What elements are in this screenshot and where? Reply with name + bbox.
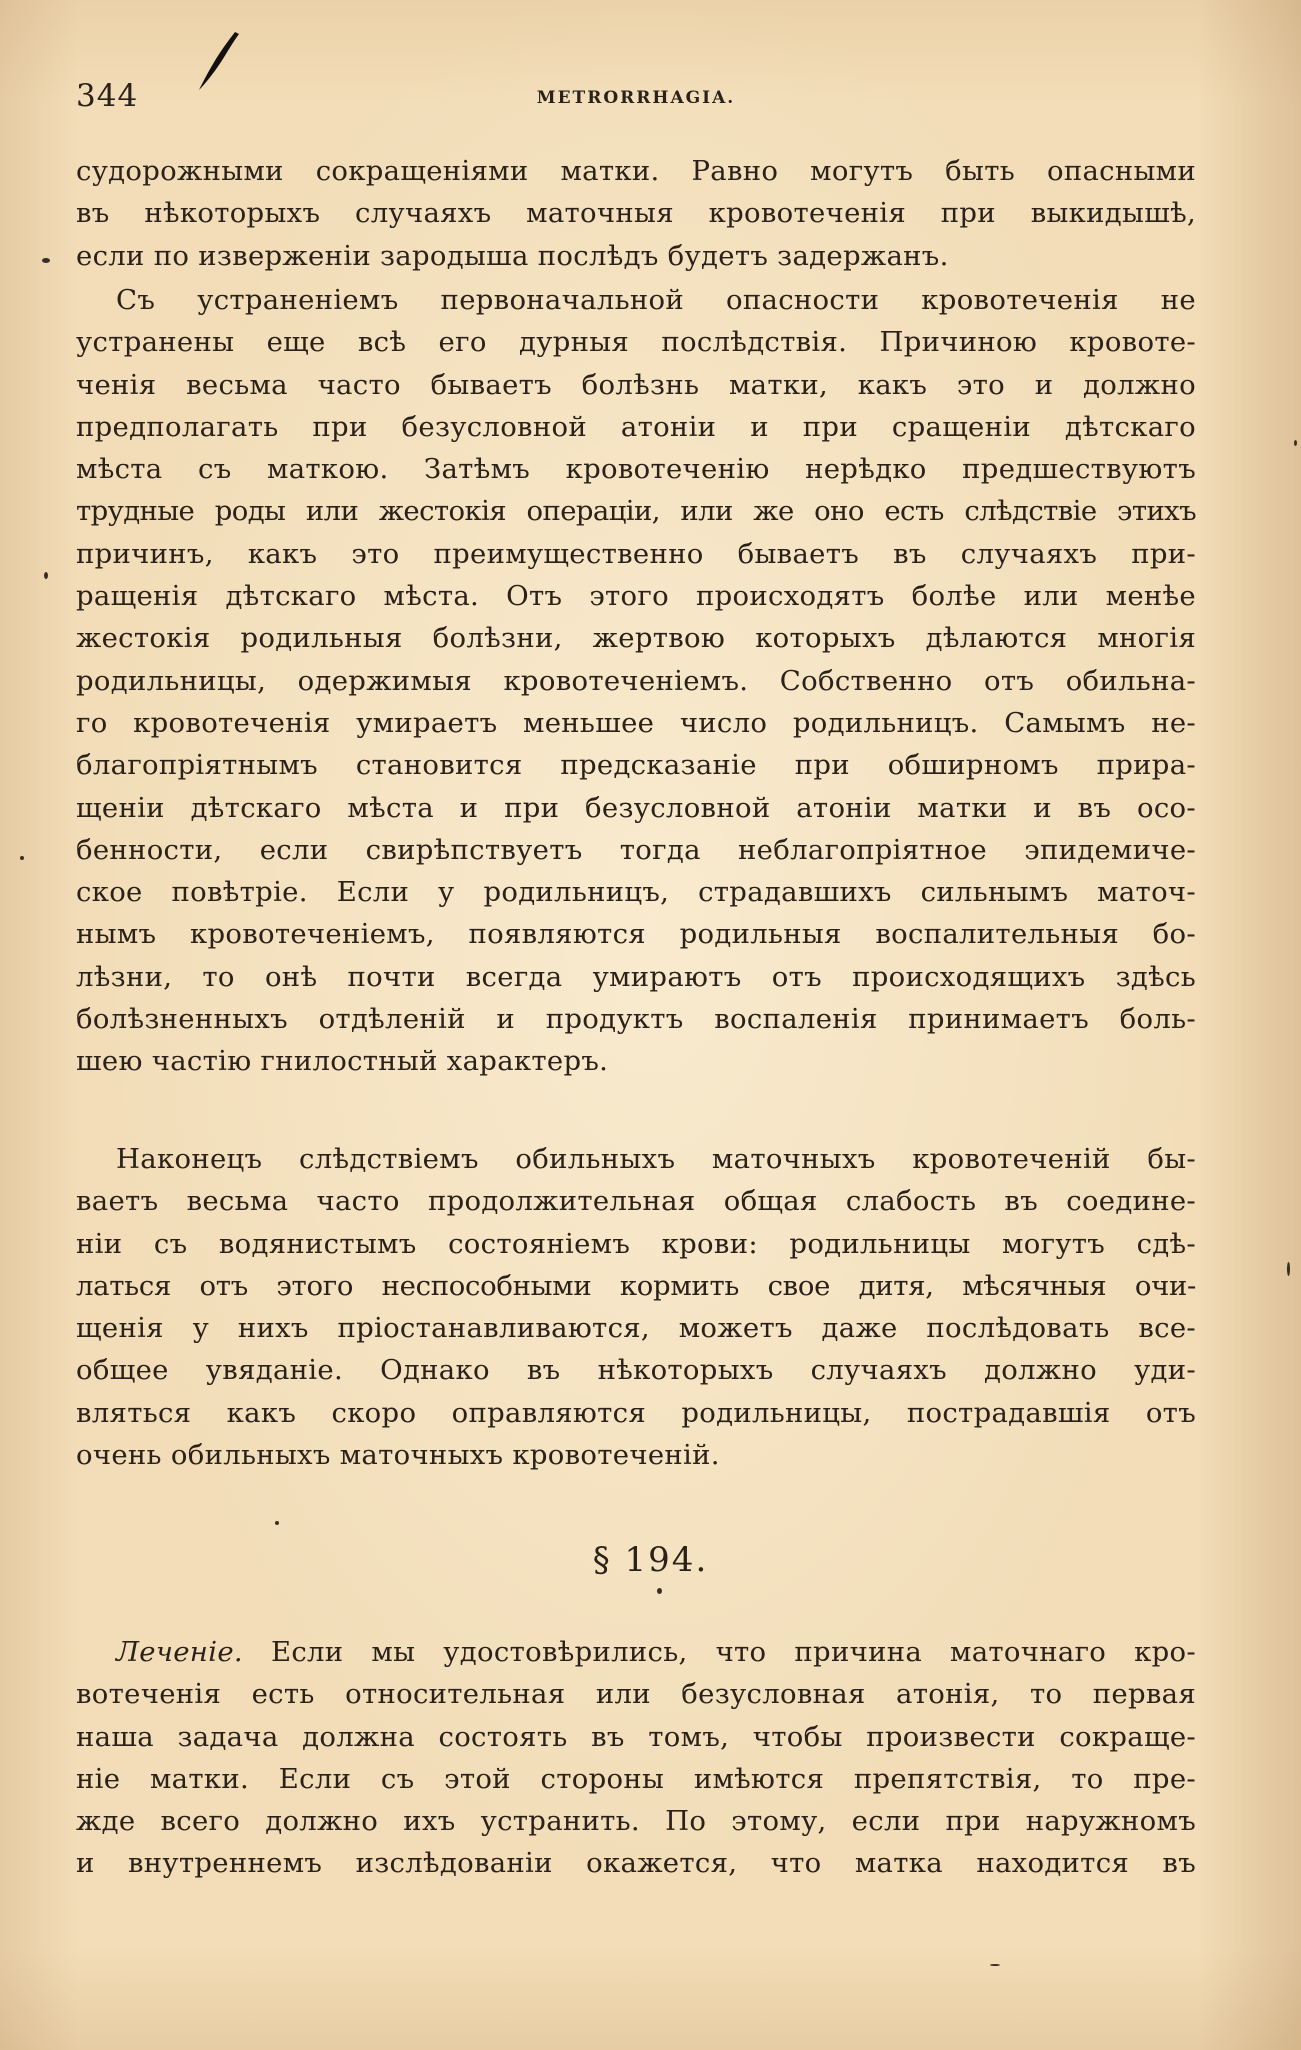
- text-line: общее увяданіе. Однако въ нѣкоторыхъ случаяхъ должно уди-: [76, 1354, 1196, 1387]
- text-line: ваетъ весьма часто продолжительная общая слабость въ соедине-: [76, 1185, 1196, 1218]
- text-line: жестокія родильныя болѣзни, жертвою которыхъ дѣлаются многія: [76, 622, 1196, 655]
- text-line-rest: Если мы удостовѣрились, что причина маточнаго кро-: [242, 1636, 1196, 1668]
- text-line: жде всего должно ихъ устранить. По этому, если при наружномъ: [76, 1805, 1196, 1838]
- ink-speck: [20, 856, 24, 860]
- text-line: лѣзни, то онѣ почти всегда умираютъ отъ происходящихъ здѣсь: [76, 960, 1196, 993]
- text-line: предполагать при безусловной атоніи и при сращеніи дѣтскаго: [76, 410, 1196, 443]
- ink-speck: [1287, 1262, 1290, 1276]
- text-line: наша задача должна состоять въ томъ, чтобы произвести сокраще-: [76, 1720, 1196, 1753]
- text-line: мѣста съ маткою. Затѣмъ кровотеченію нерѣдко предшествуютъ: [76, 453, 1196, 486]
- text-line: ращенія дѣтскаго мѣста. Отъ этого происходятъ болѣе или менѣе: [76, 580, 1196, 613]
- text-line: судорожными сокращеніями матки. Равно могутъ быть опасными: [76, 155, 1196, 187]
- text-line: Наконецъ слѣдствіемъ обильныхъ маточныхъ кровотеченій бы-: [116, 1143, 1196, 1175]
- text-line: ское повѣтріе. Если у родильницъ, страдавшихъ сильнымъ маточ-: [76, 876, 1196, 909]
- ink-speck: [990, 1964, 1000, 1966]
- text-line: въ нѣкоторыхъ случаяхъ маточныя кровотеченія при выкидышѣ,: [76, 197, 1196, 230]
- page-header: [76, 78, 1196, 128]
- text-line: устранены еще всѣ его дурныя послѣдствія. Причиною кровоте-: [76, 326, 1196, 359]
- paragraph-4: [76, 1631, 1196, 1885]
- ink-speck: [1294, 440, 1297, 446]
- ink-speck: [657, 1588, 662, 1594]
- text-line: щенія у нихъ пріостанавливаются, можетъ даже послѣдовать все-: [76, 1312, 1196, 1345]
- text-line: родильницы, одержимыя кровотеченіемъ. Собственно отъ обильна-: [76, 664, 1196, 697]
- text-line: ченія весьма часто бываетъ болѣзнь матки, какъ это и должно: [76, 368, 1196, 401]
- text-line: го кровотеченія умираетъ меньшее число родильницъ. Самымъ не-: [76, 706, 1196, 739]
- text-line: благопріятнымъ становится предсказаніе при обширномъ прира-: [76, 749, 1196, 782]
- paragraph-2: [76, 279, 1196, 1083]
- ink-blot-mark: [195, 30, 241, 92]
- text-line: и внутреннемъ изслѣдованіи окажется, что матка находится въ: [76, 1847, 1196, 1880]
- ink-speck: [42, 258, 50, 263]
- section-heading: § 194.: [592, 1540, 709, 1580]
- text-line: если по изверженіи зародыша послѣдъ будетъ задержанъ.: [76, 239, 949, 272]
- text-line: трудные роды или жестокія операціи, или же оно есть слѣдствіе этихъ: [76, 495, 1196, 528]
- text-line: вляться какъ скоро оправляются родильницы, пострадавшія отъ: [76, 1396, 1196, 1429]
- ink-speck: [275, 1521, 279, 1525]
- text-line: причинъ, какъ это преимущественно бываетъ въ случаяхъ при-: [76, 537, 1196, 570]
- paragraph-1: [76, 150, 1196, 277]
- text-line: щеніи дѣтскаго мѣста и при безусловной атоніи матки и въ осо-: [76, 791, 1196, 824]
- text-line: болѣзненныхъ отдѣленій и продуктъ воспаленія принимаетъ боль-: [76, 1003, 1196, 1036]
- text-line: ніи съ водянистымъ состояніемъ крови: родильницы могутъ сдѣ-: [76, 1227, 1196, 1260]
- text-line: вотеченія есть относительная или безусловная атонія, то первая: [76, 1678, 1196, 1711]
- section-term: Леченіе.: [116, 1636, 243, 1668]
- page-number: 344: [76, 78, 139, 114]
- text-line: бенности, если свирѣпствуетъ тогда неблагопріятное эпидемиче-: [76, 833, 1196, 866]
- text-line: латься отъ этого неспособными кормить свое дитя, мѣсячныя очи-: [76, 1269, 1196, 1302]
- text-line: ніе матки. Если съ этой стороны имѣются препятствія, то пре-: [76, 1762, 1196, 1795]
- running-title: METRORRHAGIA.: [536, 88, 736, 108]
- ink-speck: [44, 572, 48, 579]
- text-line: [76, 1631, 1196, 1673]
- text-line: нымъ кровотеченіемъ, появляются родильныя воспалительныя бо-: [76, 918, 1196, 951]
- text-line: Съ устраненіемъ первоначальной опасности кровотеченія не: [116, 284, 1196, 316]
- paragraph-3: [76, 1138, 1196, 1476]
- text-line: шею частію гнилостный характеръ.: [76, 1045, 609, 1078]
- text-line: очень обильныхъ маточныхъ кровотеченій.: [76, 1439, 720, 1472]
